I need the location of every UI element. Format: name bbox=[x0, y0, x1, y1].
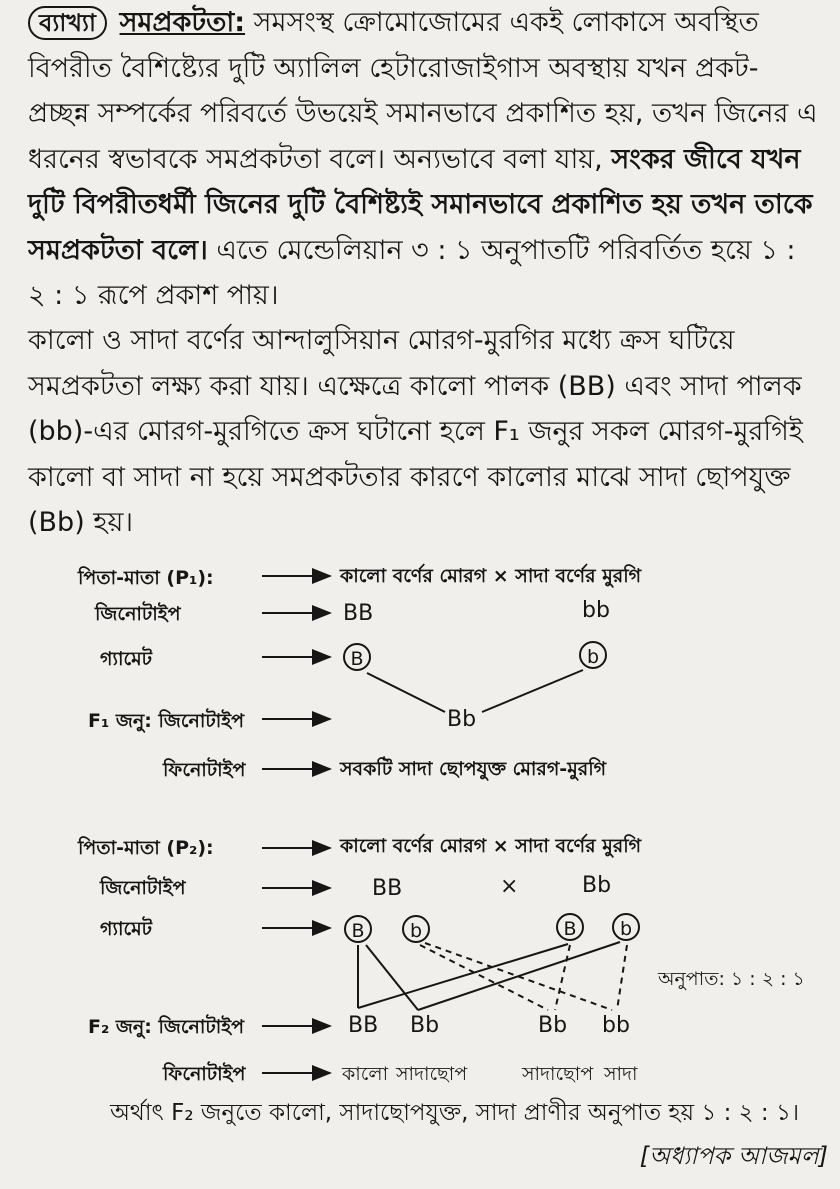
gamete-circle: B bbox=[343, 643, 371, 671]
ratio-label: অনুপাত: ১ : ২ : ১ bbox=[658, 968, 805, 990]
phenotype-label: ফিনোটাইপ bbox=[163, 1063, 246, 1085]
gamete-circle: B bbox=[344, 915, 372, 943]
cross-line bbox=[617, 945, 627, 1010]
f2-genotype: Bb bbox=[538, 1013, 568, 1038]
genotype-right: bb bbox=[582, 598, 610, 623]
f1-genotype-label: F₁ জনু: জিনোটাইপ bbox=[88, 710, 245, 732]
definition-text: সমসংস্থ ক্রোমোজোমের একই লোকাসে অবস্থিত বিপরীত বৈশিষ্ট্যের দুটি অ্যালিল হেটারোজাইগাস অবস্থায় যখন প্রকট-প্রচ্ছন্ন সম্পর্কের পরিবর্তে উভয়েই সমানভাবে প্রকাশিত হয়, তখন জিনের এ ধরনের স্বভাবকে সমপ্রকটতা বলে। অন্যভাবে বলা যায়, bbox=[28, 7, 818, 175]
gamete-circle: b bbox=[612, 913, 640, 941]
cross-line bbox=[425, 943, 612, 1010]
ratio-text: এতে মেন্ডেলিয়ান ৩ : ১ অনুপাতটি পরিবর্তিত হয়ে ১ : ২ : ১ রূপে প্রকাশ পায়। bbox=[28, 234, 796, 311]
genotype-label: জিনোটাইপ bbox=[100, 877, 186, 899]
gamete-circle: b bbox=[579, 641, 607, 669]
f2-phenotype: সাদাছোপ bbox=[396, 1063, 468, 1085]
example-text: কালো ও সাদা বর্ণের আন্দালুসিয়ান মোরগ-মুরগির মধ্যে ক্রস ঘটিয়ে সমপ্রকটতা লক্ষ্য করা যায়। এক্ষেত্রে কালো পালক (BB) এবং সাদা পালক (bb)-এর মোরগ-মুরগিতে ক্রস ঘটানো হলে F₁ জনুর সকল মোরগ-মুরগিই কালো বা সাদা না হয়ে সমপ্রকটতার কারণে কালোর মাঝে সাদা ছোপযুক্ত (Bb) হয়। bbox=[28, 325, 803, 538]
p2-label: পিতা-মাতা (P₂): bbox=[78, 837, 214, 859]
genotype-label: জিনোটাইপ bbox=[95, 603, 181, 625]
cross-line bbox=[420, 945, 548, 1010]
gamete-circle: b bbox=[402, 915, 430, 943]
phenotype-label: ফিনোটাইপ bbox=[163, 759, 246, 781]
f2-genotype: Bb bbox=[410, 1013, 440, 1038]
p1-value: কালো বর্ণের মোরগ × সাদা বর্ণের মুরগি bbox=[340, 565, 642, 587]
explanation-tag: ব্যাখ্যা bbox=[28, 6, 107, 40]
gamete-line bbox=[367, 673, 445, 712]
cross-line bbox=[555, 945, 570, 1010]
cross-sign: × bbox=[500, 874, 519, 899]
definition-bold: সংকর জীবে যখন দুটি বিপরীতধর্মী জিনের দুটি বৈশিষ্ট্যই সমানভাবে প্রকাশিত হয় তখন তাকে সমপ্রকটতা বলে। bbox=[28, 143, 813, 266]
genotype-right: Bb bbox=[582, 873, 612, 898]
gamete-label: গ্যামেট bbox=[100, 918, 153, 940]
f2-genotype: bb bbox=[602, 1013, 630, 1038]
cross-line bbox=[366, 945, 418, 1010]
f2-phenotype: সাদাছোপ bbox=[522, 1063, 594, 1085]
cross-line bbox=[358, 944, 568, 1008]
genotype-left: BB bbox=[372, 876, 403, 901]
credit: [অধ্যাপক আজমল] bbox=[639, 1142, 828, 1170]
p1-label: পিতা-মাতা (P₁): bbox=[78, 567, 214, 589]
gamete-line bbox=[482, 670, 583, 712]
f1-genotype: Bb bbox=[447, 707, 477, 732]
f2-genotype: BB bbox=[348, 1013, 379, 1038]
term-heading: সমপ্রকটতা: bbox=[119, 7, 246, 38]
p2-value: কালো বর্ণের মোরগ × সাদা বর্ণের মুরগি bbox=[340, 835, 642, 857]
phenotype-value: সবকটি সাদা ছোপযুক্ত মোরগ-মুরগি bbox=[340, 758, 607, 780]
f2-genotype-label: F₂ জনু: জিনোটাইপ bbox=[88, 1016, 245, 1038]
f2-phenotype: সাদা bbox=[604, 1063, 638, 1085]
gamete-label: গ্যামেট bbox=[100, 648, 153, 670]
f2-phenotype: কালো bbox=[342, 1063, 389, 1085]
summary-line: অর্থাৎ F₂ জনুতে কালো, সাদাছোপযুক্ত, সাদা প্রাণীর অনুপাত হয় ১ : ২ : ১। bbox=[110, 1100, 800, 1126]
gamete-circle: B bbox=[556, 913, 584, 941]
genotype-left: BB bbox=[343, 601, 374, 626]
